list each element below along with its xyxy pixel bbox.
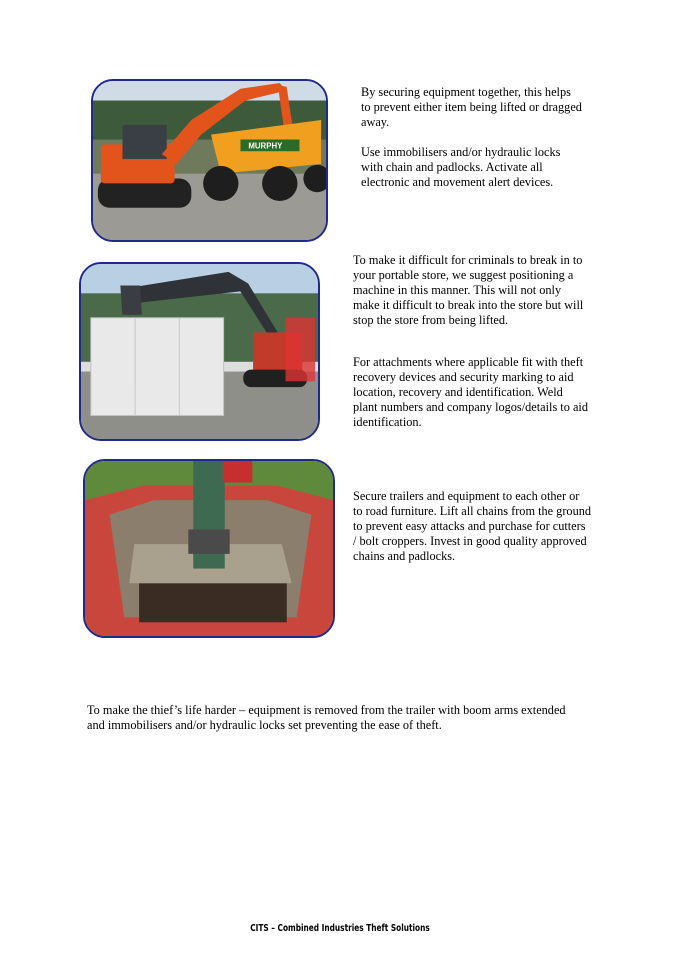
- portable-store-photo: [79, 262, 320, 441]
- closing-paragraph: To make the thief’s life harder – equipment is removed from the trailer with boom arms extended and immobilisers and/or hydraulic locks set preventing the ease of theft.: [87, 703, 566, 732]
- paragraph-securing-equipment: By securing equipment together, this helps to prevent either item being lifted or dragged away.: [361, 85, 582, 129]
- excavator-dumper-photo: [91, 79, 328, 242]
- dumper-brand-label: MURPHY: [248, 141, 283, 151]
- paragraph-portable-store: To make it difficult for criminals to break in to your portable store, we suggest positioning a machine in this manner. This will not only make it difficult to break into the store but will stop the store from being lifted.: [353, 253, 584, 327]
- paragraph-attachments: For attachments where applicable fit with theft recovery devices and security marking to aid location, recovery and identification. Weld plant numbers and company logos/details to aid identification.: [353, 355, 588, 429]
- trailer-bucket-photo: [83, 459, 335, 638]
- paragraph-secure-trailers: Secure trailers and equipment to each other or to road furniture. Lift all chains from the ground to prevent easy attacks and purchase for cutters / bolt croppers. Invest in good quality approved chains and padlocks.: [353, 489, 592, 563]
- paragraph-immobilisers: Use immobilisers and/or hydraulic locks with chain and padlocks. Activate all electronic and movement alert devices.: [361, 145, 561, 189]
- page-footer: CITS – Combined Industries Theft Solutions: [250, 923, 430, 934]
